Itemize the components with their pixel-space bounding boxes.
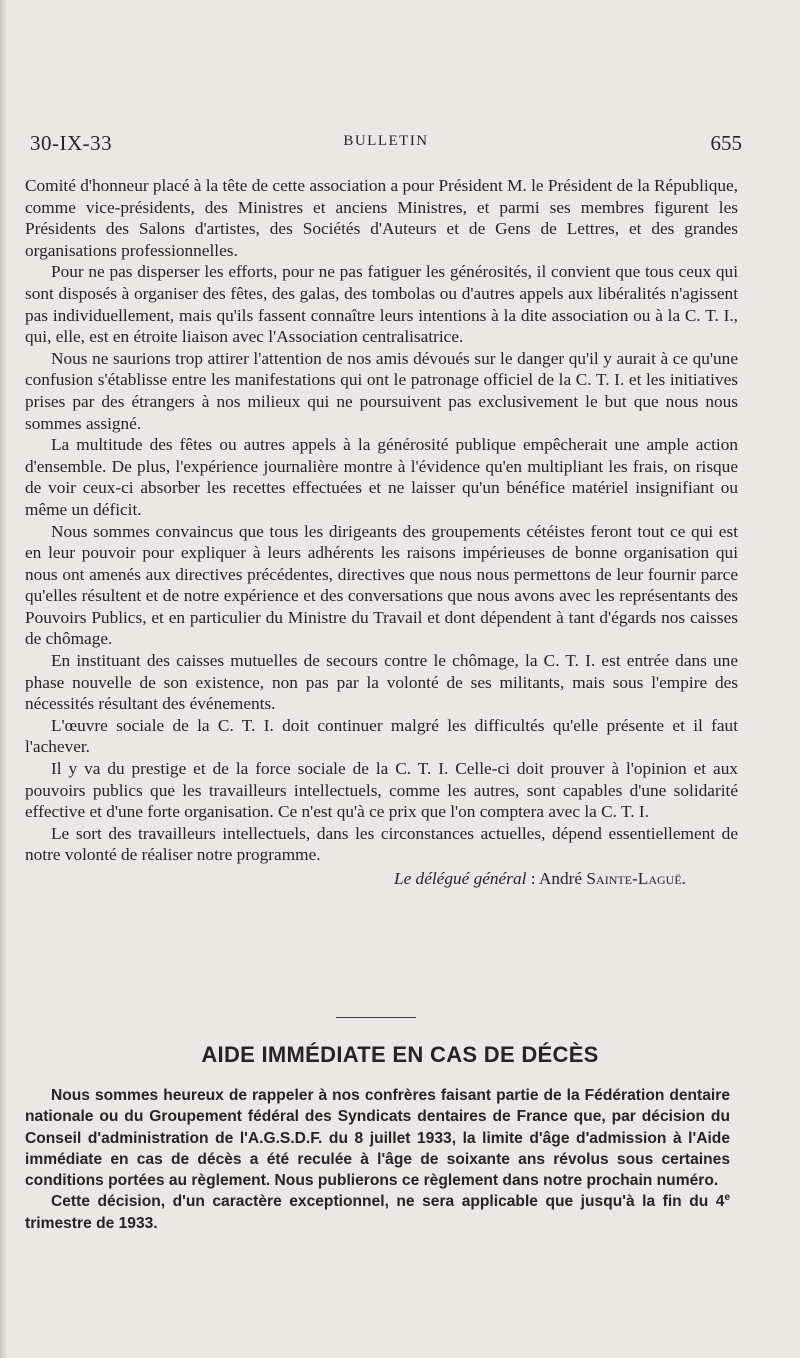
article-body (25, 175, 738, 890)
paragraph: Nous sommes convaincus que tous les dirigeants des groupements cétéistes feront tout ce qui est en leur pouvoir pour expliquer à leurs adhérents les raisons impérieuses de bonne organisation qui nous ont amenés aux directives précédentes, directives que nous nous permettons de leur fournir parce qu'elles résultent et de notre expérience et des conversations que nous avons avec les représentants des Pouvoirs Publics, et en particulier du Ministre du Travail et dont dépendent à tant d'égards nos caisses de chômage. (25, 521, 738, 649)
page-number: 655 (710, 131, 742, 155)
notice-body (25, 1085, 730, 1234)
signature-surname: Sainte-Laguë (586, 869, 682, 888)
signature-end: . (681, 869, 686, 888)
page-binding-edge (0, 0, 6, 1358)
running-header (30, 131, 742, 157)
notice-paragraph: Nous sommes heureux de rappeler à nos confrères faisant partie de la Fédération dentaire nationale ou du Groupement fédéral des Syndicats dentaires de France que, par décision du Conseil d'administration de l'A.G.S.D.F. du 8 juillet 1933, la limite d'âge d'admission à l'Aide immédiate en cas de décès a été reculée à l'âge de soixante ans révolus sous certaines conditions portées au règlement. Nous publierons ce règlement dans notre prochain numéro. (25, 1087, 730, 1190)
paragraph: Comité d'honneur placé à la tête de cette association a pour Président M. le Président de la République, comme vice-présidents, des Ministres et anciens Ministres, et parmi ses membres figurent les Présidents des Salons d'artistes, des Sociétés d'Auteurs et de Gens de Lettres, et des grandes organisations professionnelles. (25, 176, 738, 260)
paragraph: En instituant des caisses mutuelles de secours contre le chômage, la C. T. I. est entrée dans une phase nouvelle de son existence, non pas par la volonté de ses militants, mais sous l'empire des nécessités résultant des événements. (25, 651, 738, 714)
ordinal-superscript: e (724, 1192, 730, 1204)
notice-text-end: trimestre de 1933. (25, 1214, 158, 1232)
signature-separator: : (526, 869, 539, 888)
section-divider (336, 1017, 416, 1018)
publication-title: BULLETIN (343, 133, 429, 149)
paragraph: L'œuvre sociale de la C. T. I. doit continuer malgré les difficultés qu'elle présente et il faut l'achever. (25, 715, 738, 757)
signature-first-name: André (538, 869, 587, 888)
paragraph: La multitude des fêtes ou autres appels à la générosité publique empêcherait une ample action d'ensemble. De plus, l'expérience journalière montre à l'évidence qu'en multipliant les frais, on risque de voir ceux-ci absorber les recettes effectuées et ne laisser qu'un bénéfice matériel insignifiant ou même un déficit. (25, 435, 738, 519)
paragraph: Le sort des travailleurs intellectuels, dans les circonstances actuelles, dépend essentiellement de notre volonté de réaliser notre programme. (25, 823, 738, 865)
section-heading: AIDE IMMÉDIATE EN CAS DE DÉCÈS (201, 1042, 599, 1067)
paragraph: Pour ne pas disperser les efforts, pour ne pas fatiguer les générosités, il convient que tous ceux qui sont disposés à organiser des fêtes, des galas, des tombolas ou d'autres appels aux libéralités n'agissent pas individuellement, mais qu'ils fassent connaître leurs intentions à la dite association ou à la C. T. I., qui, elle, est en étroite liaison avec l'Association centralisatrice. (25, 262, 738, 347)
paragraph: Il y va du prestige et de la force sociale de la C. T. I. Celle-ci doit prouver à l'opinion et aux pouvoirs publics que les travailleurs intellectuels, comme les autres, sont capables d'une solidarité effective et d'une forte organisation. Ce n'est qu'à ce prix que l'on comptera avec la C. T. I. (25, 759, 738, 822)
notice-text-start: Cette décision, d'un caractère exceptionnel, ne sera applicable que jusqu'à la fin du 4 (51, 1193, 725, 1211)
notice-paragraph-final (25, 1191, 730, 1234)
issue-date: 30-IX-33 (30, 131, 113, 155)
signature-line (25, 868, 738, 890)
paragraph: Nous ne saurions trop attirer l'attention de nos amis dévoués sur le danger qu'il y aurait à ce qu'une confusion s'établisse entre les manifestations qui ont le patronage officiel de la C. T. I. et les initiatives prises par des étrangers à nos milieux qui ne poursuivent pas exclusivement le but que nous nous sommes assigné. (25, 348, 738, 433)
signature-role: Le délégué général (393, 869, 527, 888)
